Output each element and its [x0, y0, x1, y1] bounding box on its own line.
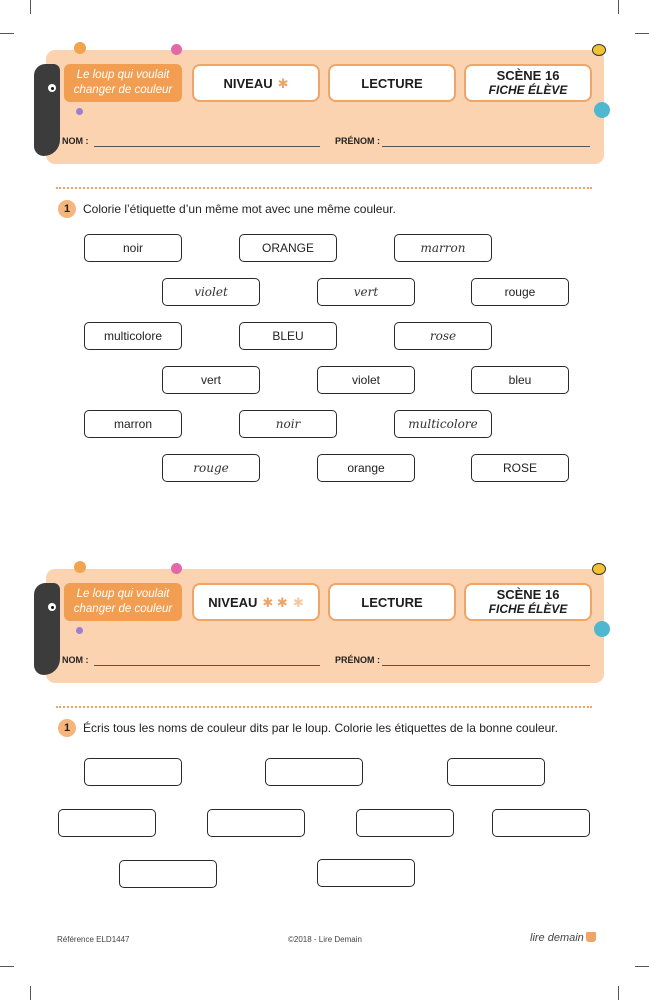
color-label[interactable]: orange [317, 454, 415, 482]
book-icon [586, 932, 596, 942]
crop-mark [0, 966, 14, 967]
crop-mark [30, 986, 31, 1000]
nom-label: NOM : [62, 655, 89, 665]
prenom-field[interactable] [382, 665, 590, 666]
bee-icon [592, 44, 606, 56]
paint-splat [74, 42, 86, 54]
answer-label-empty[interactable] [492, 809, 590, 837]
crop-mark [618, 0, 619, 14]
exercise-instruction: Colorie l’étiquette d’un même mot avec une même couleur. [83, 202, 396, 216]
paint-splat [74, 561, 86, 573]
wolf-illustration [34, 583, 60, 675]
paint-splat [594, 621, 610, 637]
paint-splat [594, 102, 610, 118]
color-label[interactable]: vert [162, 366, 260, 394]
answer-label-empty[interactable] [447, 758, 545, 786]
level-star-icon: ✱ ✱ [262, 594, 288, 610]
scene-label: SCÈNE 16 [496, 587, 560, 602]
publisher-logo-text: lire demain [530, 932, 584, 944]
color-label[interactable]: BLEU [239, 322, 337, 350]
crop-mark [635, 33, 649, 34]
exercise-number: 1 [58, 200, 76, 218]
exercise-instruction: Écris tous les noms de couleur dits par le loup. Colorie les étiquettes de la bonne couleur. [83, 721, 558, 735]
niveau-label: NIVEAU [208, 594, 258, 610]
crop-mark [635, 966, 649, 967]
crop-mark [0, 33, 14, 34]
crop-mark [618, 986, 619, 1000]
paint-splat [76, 627, 83, 634]
answer-label-empty[interactable] [119, 860, 217, 888]
color-label[interactable]: rouge [471, 278, 569, 306]
color-label[interactable]: marron [84, 410, 182, 438]
section-divider [56, 706, 592, 708]
color-label[interactable]: ROSE [471, 454, 569, 482]
series-title [64, 64, 182, 102]
section-divider [56, 187, 592, 189]
publisher-logo [530, 932, 596, 944]
niveau-box [192, 64, 320, 102]
paint-splat [171, 44, 182, 55]
lecture-label: LECTURE [361, 75, 423, 91]
color-label[interactable]: ORANGE [239, 234, 337, 262]
series-title-line2: changer de couleur [73, 603, 173, 615]
level-star-icon: ✱ [292, 594, 304, 610]
lecture-label: LECTURE [361, 594, 423, 610]
copyright-text: ©2018 - Lire Demain [288, 935, 362, 944]
color-label[interactable]: marron [394, 234, 492, 262]
color-label[interactable]: noir [239, 410, 337, 438]
color-label[interactable]: bleu [471, 366, 569, 394]
answer-label-empty[interactable] [84, 758, 182, 786]
color-label[interactable]: rouge [162, 454, 260, 482]
paint-splat [171, 563, 182, 574]
series-title-line1: Le loup qui voulait [76, 69, 170, 81]
niveau-label-wrap [223, 76, 288, 91]
answer-label-empty[interactable] [356, 809, 454, 837]
color-label[interactable]: vert [317, 278, 415, 306]
sheet2-header [46, 569, 604, 683]
paint-splat [76, 108, 83, 115]
level-star-icon: ✱ [277, 75, 289, 91]
prenom-label: PRÉNOM : [335, 136, 380, 146]
prenom-label: PRÉNOM : [335, 655, 380, 665]
lecture-box [328, 583, 456, 621]
niveau-label: NIVEAU [223, 75, 273, 91]
bee-icon [592, 563, 606, 575]
lecture-box [328, 64, 456, 102]
fiche-label: FICHE ÉLÈVE [488, 602, 568, 616]
scene-label: SCÈNE 16 [496, 68, 560, 83]
answer-label-empty[interactable] [265, 758, 363, 786]
color-label[interactable]: noir [84, 234, 182, 262]
series-title-line1: Le loup qui voulait [76, 588, 170, 600]
fiche-label: FICHE ÉLÈVE [488, 83, 568, 97]
color-label[interactable]: multicolore [394, 410, 492, 438]
series-title [64, 583, 182, 621]
answer-label-empty[interactable] [58, 809, 156, 837]
nom-field[interactable] [94, 665, 320, 666]
series-title-line2: changer de couleur [73, 84, 173, 96]
nom-label: NOM : [62, 136, 89, 146]
prenom-field[interactable] [382, 146, 590, 147]
color-label[interactable]: rose [394, 322, 492, 350]
exercise-number: 1 [58, 719, 76, 737]
color-label[interactable]: multicolore [84, 322, 182, 350]
answer-label-empty[interactable] [207, 809, 305, 837]
crop-mark [30, 0, 31, 14]
sheet1-header [46, 50, 604, 164]
wolf-illustration [34, 64, 60, 156]
reference-text: Référence ELD1447 [57, 935, 130, 944]
nom-field[interactable] [94, 146, 320, 147]
color-label[interactable]: violet [162, 278, 260, 306]
scene-box [464, 583, 592, 621]
color-label[interactable]: violet [317, 366, 415, 394]
answer-label-empty[interactable] [317, 859, 415, 887]
scene-box [464, 64, 592, 102]
niveau-box [192, 583, 320, 621]
niveau-label-wrap [208, 595, 303, 610]
